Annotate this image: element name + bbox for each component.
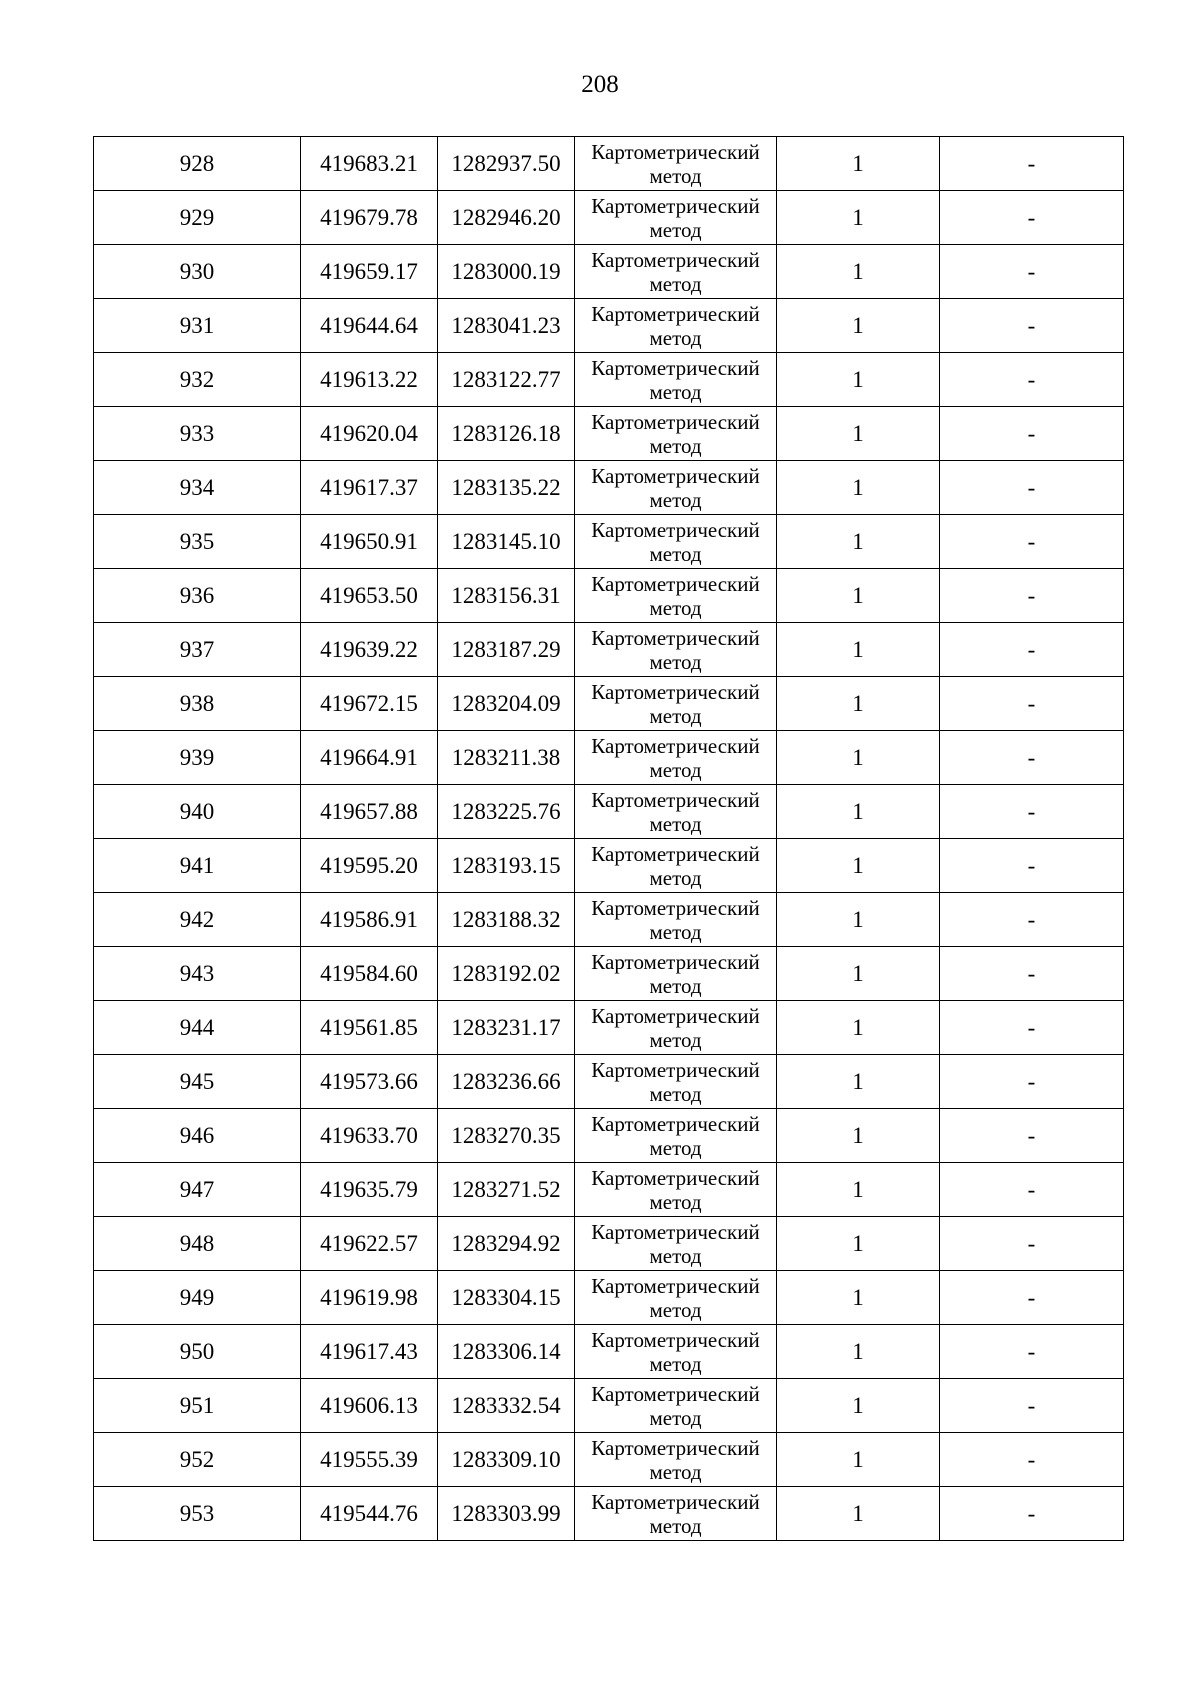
point-number-cell: 930 <box>94 245 301 299</box>
method-cell <box>575 1109 777 1163</box>
method-cell <box>575 1055 777 1109</box>
method-line-1: Картометрический <box>591 247 760 272</box>
method-line-1: Картометрический <box>591 1057 760 1082</box>
method-line-2: метод <box>649 1081 702 1106</box>
point-number-cell: 948 <box>94 1217 301 1271</box>
method-line-1: Картометрический <box>591 1219 760 1244</box>
y-coordinate-cell: 1283126.18 <box>438 407 575 461</box>
coordinates-table <box>93 136 1124 1541</box>
note-cell: - <box>940 947 1124 1001</box>
y-coordinate-cell: 1283192.02 <box>438 947 575 1001</box>
accuracy-cell: 1 <box>777 461 940 515</box>
point-number-cell: 941 <box>94 839 301 893</box>
point-number-cell: 943 <box>94 947 301 1001</box>
method-cell <box>575 785 777 839</box>
note-cell: - <box>940 1487 1124 1541</box>
x-coordinate-cell: 419683.21 <box>301 137 438 191</box>
method-line-1: Картометрический <box>591 301 760 326</box>
note-cell: - <box>940 1163 1124 1217</box>
accuracy-cell: 1 <box>777 353 940 407</box>
method-line-1: Картометрический <box>591 733 760 758</box>
method-line-1: Картометрический <box>591 1327 760 1352</box>
accuracy-cell: 1 <box>777 839 940 893</box>
point-number-cell: 951 <box>94 1379 301 1433</box>
y-coordinate-cell: 1283271.52 <box>438 1163 575 1217</box>
method-line-1: Картометрический <box>591 787 760 812</box>
y-coordinate-cell: 1283188.32 <box>438 893 575 947</box>
point-number-cell: 942 <box>94 893 301 947</box>
method-cell <box>575 1487 777 1541</box>
method-cell <box>575 1001 777 1055</box>
x-coordinate-cell: 419659.17 <box>301 245 438 299</box>
accuracy-cell: 1 <box>777 1055 940 1109</box>
point-number-cell: 935 <box>94 515 301 569</box>
method-line-1: Картометрический <box>591 463 760 488</box>
y-coordinate-cell: 1283304.15 <box>438 1271 575 1325</box>
method-cell <box>575 1433 777 1487</box>
y-coordinate-cell: 1283306.14 <box>438 1325 575 1379</box>
y-coordinate-cell: 1283041.23 <box>438 299 575 353</box>
x-coordinate-cell: 419650.91 <box>301 515 438 569</box>
point-number-cell: 939 <box>94 731 301 785</box>
table-row <box>94 461 1124 515</box>
method-cell <box>575 299 777 353</box>
note-cell: - <box>940 1271 1124 1325</box>
accuracy-cell: 1 <box>777 1487 940 1541</box>
accuracy-cell: 1 <box>777 137 940 191</box>
accuracy-cell: 1 <box>777 785 940 839</box>
point-number-cell: 952 <box>94 1433 301 1487</box>
table-row <box>94 1217 1124 1271</box>
x-coordinate-cell: 419617.43 <box>301 1325 438 1379</box>
x-coordinate-cell: 419679.78 <box>301 191 438 245</box>
method-line-2: метод <box>649 1027 702 1052</box>
note-cell: - <box>940 1379 1124 1433</box>
accuracy-cell: 1 <box>777 731 940 785</box>
method-line-2: метод <box>649 703 702 728</box>
x-coordinate-cell: 419544.76 <box>301 1487 438 1541</box>
note-cell: - <box>940 1109 1124 1163</box>
point-number-cell: 928 <box>94 137 301 191</box>
method-cell <box>575 1271 777 1325</box>
accuracy-cell: 1 <box>777 1325 940 1379</box>
method-line-1: Картометрический <box>591 1273 760 1298</box>
x-coordinate-cell: 419613.22 <box>301 353 438 407</box>
note-cell: - <box>940 677 1124 731</box>
x-coordinate-cell: 419672.15 <box>301 677 438 731</box>
point-number-cell: 945 <box>94 1055 301 1109</box>
note-cell: - <box>940 245 1124 299</box>
method-line-2: метод <box>649 163 702 188</box>
table-row <box>94 569 1124 623</box>
y-coordinate-cell: 1283332.54 <box>438 1379 575 1433</box>
table-row <box>94 353 1124 407</box>
accuracy-cell: 1 <box>777 1217 940 1271</box>
method-cell <box>575 245 777 299</box>
method-cell <box>575 1163 777 1217</box>
method-line-1: Картометрический <box>591 625 760 650</box>
method-cell <box>575 947 777 1001</box>
point-number-cell: 949 <box>94 1271 301 1325</box>
method-line-2: метод <box>649 271 702 296</box>
accuracy-cell: 1 <box>777 677 940 731</box>
accuracy-cell: 1 <box>777 1379 940 1433</box>
x-coordinate-cell: 419573.66 <box>301 1055 438 1109</box>
x-coordinate-cell: 419620.04 <box>301 407 438 461</box>
accuracy-cell: 1 <box>777 1271 940 1325</box>
table-row <box>94 1163 1124 1217</box>
method-line-1: Картометрический <box>591 1381 760 1406</box>
y-coordinate-cell: 1283187.29 <box>438 623 575 677</box>
method-line-2: метод <box>649 1351 702 1376</box>
table-row <box>94 839 1124 893</box>
method-cell <box>575 677 777 731</box>
note-cell: - <box>940 353 1124 407</box>
accuracy-cell: 1 <box>777 1163 940 1217</box>
method-line-2: метод <box>649 811 702 836</box>
method-line-1: Картометрический <box>591 1003 760 1028</box>
note-cell: - <box>940 1001 1124 1055</box>
note-cell: - <box>940 839 1124 893</box>
x-coordinate-cell: 419619.98 <box>301 1271 438 1325</box>
accuracy-cell: 1 <box>777 407 940 461</box>
method-line-2: метод <box>649 757 702 782</box>
table-row <box>94 245 1124 299</box>
method-line-1: Картометрический <box>591 679 760 704</box>
table-body <box>94 137 1124 1541</box>
table-row <box>94 947 1124 1001</box>
method-cell <box>575 1325 777 1379</box>
y-coordinate-cell: 1283225.76 <box>438 785 575 839</box>
y-coordinate-cell: 1283122.77 <box>438 353 575 407</box>
point-number-cell: 936 <box>94 569 301 623</box>
y-coordinate-cell: 1283231.17 <box>438 1001 575 1055</box>
table-row <box>94 1055 1124 1109</box>
point-number-cell: 932 <box>94 353 301 407</box>
point-number-cell: 931 <box>94 299 301 353</box>
accuracy-cell: 1 <box>777 893 940 947</box>
table-row <box>94 1271 1124 1325</box>
method-line-2: метод <box>649 1459 702 1484</box>
point-number-cell: 933 <box>94 407 301 461</box>
method-line-2: метод <box>649 487 702 512</box>
table-row <box>94 1325 1124 1379</box>
x-coordinate-cell: 419657.88 <box>301 785 438 839</box>
point-number-cell: 937 <box>94 623 301 677</box>
y-coordinate-cell: 1282937.50 <box>438 137 575 191</box>
method-line-2: метод <box>649 919 702 944</box>
method-line-1: Картометрический <box>591 517 760 542</box>
note-cell: - <box>940 731 1124 785</box>
method-cell <box>575 137 777 191</box>
method-line-1: Картометрический <box>591 841 760 866</box>
method-line-1: Картометрический <box>591 571 760 596</box>
table-row <box>94 623 1124 677</box>
accuracy-cell: 1 <box>777 245 940 299</box>
method-line-2: метод <box>649 649 702 674</box>
table-row <box>94 1487 1124 1541</box>
x-coordinate-cell: 419635.79 <box>301 1163 438 1217</box>
table-row <box>94 515 1124 569</box>
y-coordinate-cell: 1283270.35 <box>438 1109 575 1163</box>
point-number-cell: 938 <box>94 677 301 731</box>
accuracy-cell: 1 <box>777 1109 940 1163</box>
note-cell: - <box>940 785 1124 839</box>
note-cell: - <box>940 191 1124 245</box>
method-line-1: Картометрический <box>591 1489 760 1514</box>
method-cell <box>575 893 777 947</box>
accuracy-cell: 1 <box>777 947 940 1001</box>
method-line-2: метод <box>649 595 702 620</box>
method-line-2: метод <box>649 541 702 566</box>
table-row <box>94 677 1124 731</box>
method-cell <box>575 839 777 893</box>
y-coordinate-cell: 1283303.99 <box>438 1487 575 1541</box>
note-cell: - <box>940 1325 1124 1379</box>
method-line-1: Картометрический <box>591 949 760 974</box>
note-cell: - <box>940 1217 1124 1271</box>
method-cell <box>575 407 777 461</box>
method-line-2: метод <box>649 1513 702 1538</box>
point-number-cell: 946 <box>94 1109 301 1163</box>
table-row <box>94 191 1124 245</box>
note-cell: - <box>940 1433 1124 1487</box>
accuracy-cell: 1 <box>777 623 940 677</box>
accuracy-cell: 1 <box>777 515 940 569</box>
y-coordinate-cell: 1283309.10 <box>438 1433 575 1487</box>
point-number-cell: 940 <box>94 785 301 839</box>
method-line-2: метод <box>649 1405 702 1430</box>
x-coordinate-cell: 419584.60 <box>301 947 438 1001</box>
note-cell: - <box>940 623 1124 677</box>
y-coordinate-cell: 1283145.10 <box>438 515 575 569</box>
method-line-1: Картометрический <box>591 1165 760 1190</box>
table-row <box>94 1379 1124 1433</box>
method-line-1: Картометрический <box>591 409 760 434</box>
point-number-cell: 950 <box>94 1325 301 1379</box>
note-cell: - <box>940 515 1124 569</box>
method-line-2: метод <box>649 217 702 242</box>
method-cell <box>575 191 777 245</box>
accuracy-cell: 1 <box>777 1433 940 1487</box>
y-coordinate-cell: 1283193.15 <box>438 839 575 893</box>
accuracy-cell: 1 <box>777 569 940 623</box>
method-line-2: метод <box>649 325 702 350</box>
note-cell: - <box>940 461 1124 515</box>
method-line-2: метод <box>649 1297 702 1322</box>
note-cell: - <box>940 137 1124 191</box>
table-row <box>94 1109 1124 1163</box>
x-coordinate-cell: 419617.37 <box>301 461 438 515</box>
method-line-1: Картометрический <box>591 355 760 380</box>
table-row <box>94 1433 1124 1487</box>
x-coordinate-cell: 419561.85 <box>301 1001 438 1055</box>
point-number-cell: 953 <box>94 1487 301 1541</box>
method-cell <box>575 623 777 677</box>
method-line-1: Картометрический <box>591 193 760 218</box>
method-cell <box>575 731 777 785</box>
x-coordinate-cell: 419606.13 <box>301 1379 438 1433</box>
accuracy-cell: 1 <box>777 1001 940 1055</box>
x-coordinate-cell: 419555.39 <box>301 1433 438 1487</box>
point-number-cell: 934 <box>94 461 301 515</box>
method-line-1: Картометрический <box>591 1435 760 1460</box>
note-cell: - <box>940 1055 1124 1109</box>
y-coordinate-cell: 1283294.92 <box>438 1217 575 1271</box>
method-line-1: Картометрический <box>591 1111 760 1136</box>
method-line-2: метод <box>649 1243 702 1268</box>
method-cell <box>575 515 777 569</box>
method-line-2: метод <box>649 1135 702 1160</box>
page-number: 208 <box>581 71 619 98</box>
table-row <box>94 785 1124 839</box>
x-coordinate-cell: 419586.91 <box>301 893 438 947</box>
y-coordinate-cell: 1283236.66 <box>438 1055 575 1109</box>
point-number-cell: 944 <box>94 1001 301 1055</box>
method-cell <box>575 353 777 407</box>
y-coordinate-cell: 1283211.38 <box>438 731 575 785</box>
x-coordinate-cell: 419639.22 <box>301 623 438 677</box>
note-cell: - <box>940 569 1124 623</box>
accuracy-cell: 1 <box>777 191 940 245</box>
x-coordinate-cell: 419595.20 <box>301 839 438 893</box>
table-row <box>94 731 1124 785</box>
method-line-2: метод <box>649 1189 702 1214</box>
note-cell: - <box>940 299 1124 353</box>
method-line-2: метод <box>649 379 702 404</box>
method-line-1: Картометрический <box>591 895 760 920</box>
note-cell: - <box>940 893 1124 947</box>
method-line-1: Картометрический <box>591 139 760 164</box>
table-row <box>94 1001 1124 1055</box>
y-coordinate-cell: 1283135.22 <box>438 461 575 515</box>
note-cell: - <box>940 407 1124 461</box>
table-row <box>94 299 1124 353</box>
x-coordinate-cell: 419653.50 <box>301 569 438 623</box>
y-coordinate-cell: 1282946.20 <box>438 191 575 245</box>
method-line-2: метод <box>649 433 702 458</box>
accuracy-cell: 1 <box>777 299 940 353</box>
x-coordinate-cell: 419644.64 <box>301 299 438 353</box>
method-cell <box>575 461 777 515</box>
table-row <box>94 137 1124 191</box>
y-coordinate-cell: 1283156.31 <box>438 569 575 623</box>
table-row <box>94 407 1124 461</box>
method-cell <box>575 1379 777 1433</box>
y-coordinate-cell: 1283000.19 <box>438 245 575 299</box>
method-line-2: метод <box>649 973 702 998</box>
method-cell <box>575 1217 777 1271</box>
point-number-cell: 947 <box>94 1163 301 1217</box>
x-coordinate-cell: 419664.91 <box>301 731 438 785</box>
x-coordinate-cell: 419622.57 <box>301 1217 438 1271</box>
y-coordinate-cell: 1283204.09 <box>438 677 575 731</box>
x-coordinate-cell: 419633.70 <box>301 1109 438 1163</box>
method-line-2: метод <box>649 865 702 890</box>
table-row <box>94 893 1124 947</box>
method-cell <box>575 569 777 623</box>
point-number-cell: 929 <box>94 191 301 245</box>
